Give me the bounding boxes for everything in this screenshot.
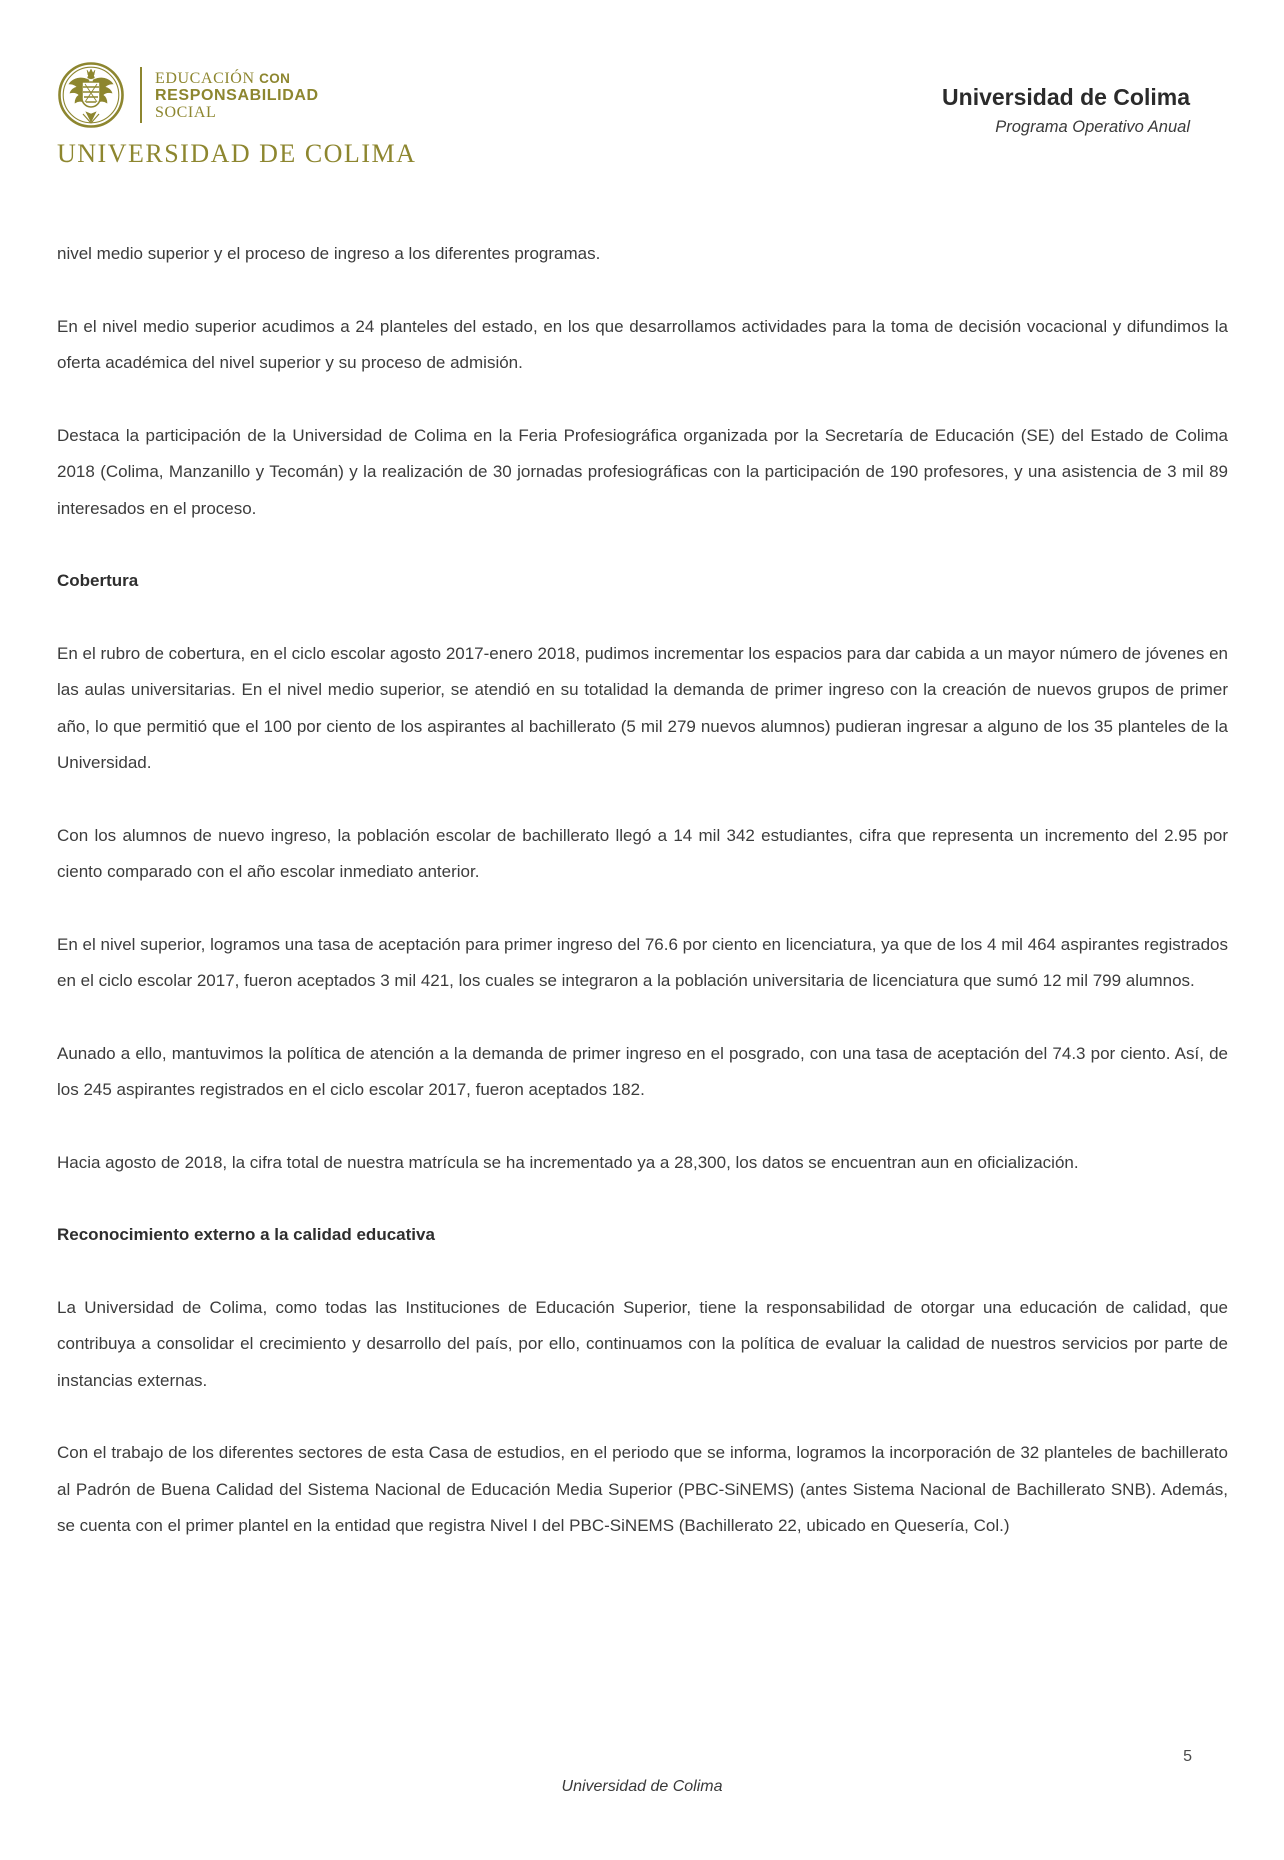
logo-top-row (57, 56, 416, 134)
section-heading-reconocimiento: Reconocimiento externo a la calidad educativa (57, 1225, 435, 1244)
paragraph: En el nivel medio superior acudimos a 24 planteles del estado, en los que desarrollamos actividades para la toma de decisión vocacional y difundimos la oferta académica del nivel superior y su proceso de admisión. (57, 316, 1228, 372)
paragraph: Con los alumnos de nuevo ingreso, la población escolar de bachillerato llegó a 14 mil 342 estudiantes, cifra que representa un incremento del 2.95 por ciento comparado con el año escolar inmediato anterior. (57, 825, 1228, 881)
paragraph: nivel medio superior y el proceso de ingreso a los diferentes programas. (57, 244, 601, 263)
document-header (942, 84, 1190, 137)
paragraph: La Universidad de Colima, como todas las Instituciones de Educación Superior, tiene la responsabilidad de otorgar una educación de calidad, que contribuya a consolidar el crecimiento y desarrollo del país, por ello, continuamos con la política de evaluar la calidad de nuestros servicios por parte de instancias externas. (57, 1297, 1228, 1390)
tagline-word-educacion: EDUCACIÓN (155, 69, 255, 87)
document-title: Universidad de Colima (942, 84, 1190, 110)
university-logo (57, 56, 416, 169)
university-crest-icon (57, 56, 125, 134)
paragraph: Con el trabajo de los diferentes sectores de esta Casa de estudios, en el periodo que se informa, logramos la incorporación de 32 planteles de bachillerato al Padrón de Buena Calidad del Sistema Nacional de Educación Media Superior (PBC-SiNEMS) (antes Sistema Nacional de Bachillerato SNB). Además, se cuenta con el primer plantel en la entidad que registra Nivel I del PBC-SiNEMS (Bachillerato 22, ubicado en Quesería, Col.) (57, 1443, 1228, 1535)
page-number: 5 (1183, 1748, 1192, 1765)
paragraph: Aunado a ello, mantuvimos la política de atención a la demanda de primer ingreso en el posgrado, con una tasa de aceptación del 74.3 por ciento. Así, de los 245 aspirantes registrados en el ciclo escolar 2017, fueron aceptados 182. (57, 1043, 1228, 1099)
tagline-line-responsabilidad: RESPONSABILIDAD (155, 86, 319, 104)
logo-tagline (155, 70, 319, 121)
tagline-line-social: SOCIAL (155, 103, 217, 121)
university-wordmark: UNIVERSIDAD DE COLIMA (57, 139, 417, 168)
logo-divider (140, 67, 142, 123)
paragraph: Hacia agosto de 2018, la cifra total de nuestra matrícula se ha incrementado ya a 28,300, los datos se encuentran aun en oficialización. (57, 1152, 1079, 1172)
paragraph: Destaca la participación de la Universidad de Colima en la Feria Profesiográfica organizada por la Secretaría de Educación (SE) del Estado de Colima 2018 (Colima, Manzanillo y Tecomán) y la realización de 30 jornadas profesiográficas con la participación de 190 profesores, y una asistencia de 3 mil 89 interesados en el proceso. (57, 425, 1228, 518)
paragraph: En el rubro de cobertura, en el ciclo escolar agosto 2017-enero 2018, pudimos incrementar los espacios para dar cabida a un mayor número de jóvenes en las aulas universitarias. En el nivel medio superior, se atendió en su totalidad la demanda de primer ingreso con la creación de nuevos grupos de primer año, lo que permitió que el 100 por ciento de los aspirantes al bachillerato (5 mil 279 nuevos alumnos) pudieran ingresar a alguno de los 35 planteles de la Universidad. (57, 643, 1228, 772)
document-body (57, 236, 1228, 1581)
tagline-word-con: CON (259, 70, 291, 86)
section-heading-cobertura: Cobertura (57, 571, 139, 590)
paragraph: En el nivel superior, logramos una tasa de aceptación para primer ingreso del 76.6 por ciento en licenciatura, ya que de los 4 mil 464 aspirantes registrados en el ciclo escolar 2017, fueron aceptados 3 mil 421, los cuales se integraron a la población universitaria de licenciatura que sumó 12 mil 799 alumnos. (57, 934, 1228, 990)
document-subtitle: Programa Operativo Anual (995, 118, 1190, 136)
footer-text: Universidad de Colima (561, 1778, 723, 1795)
